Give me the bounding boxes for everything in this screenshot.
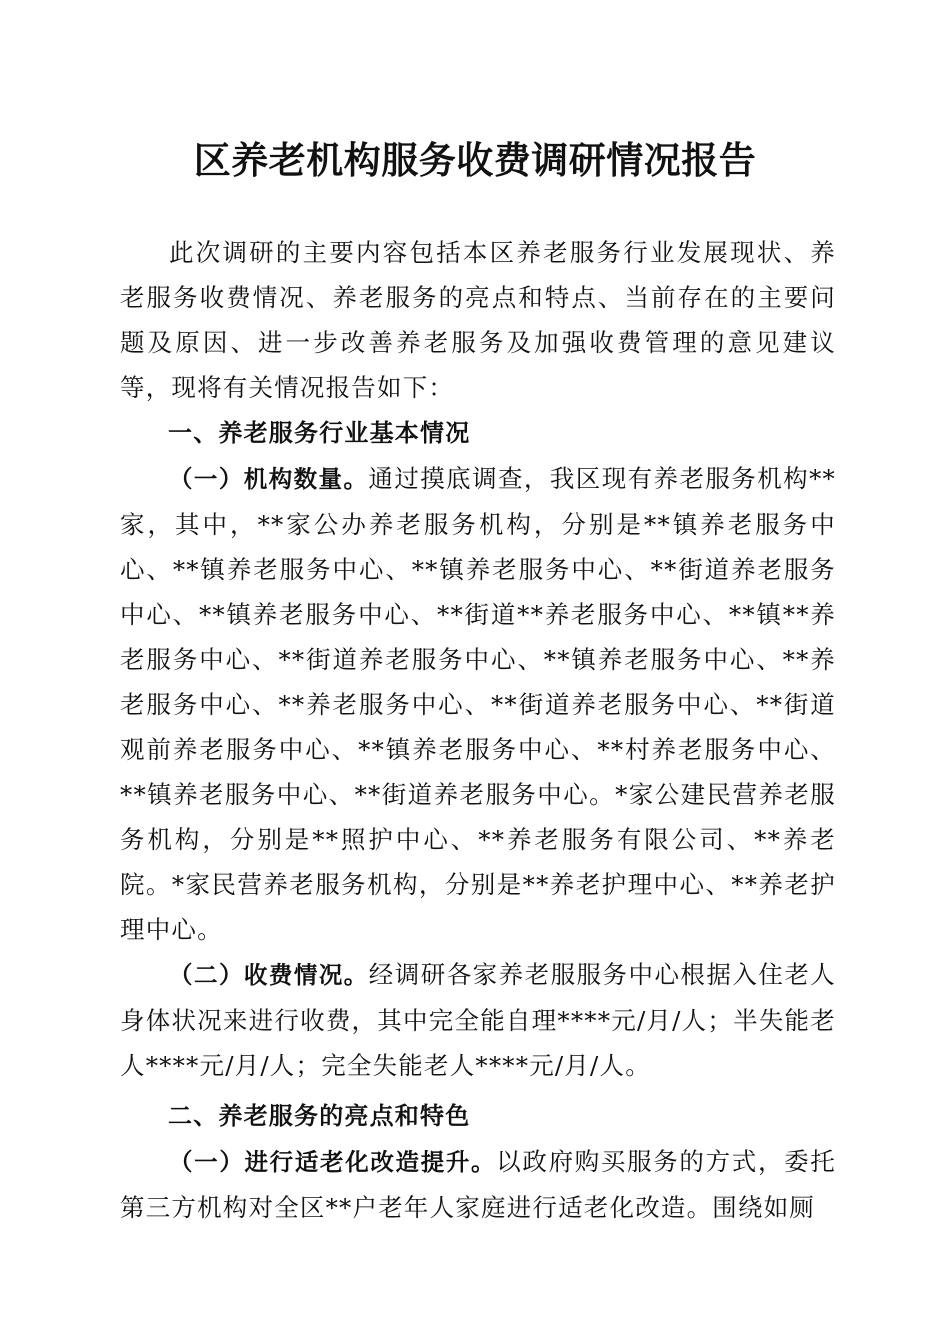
intro-paragraph: 此次调研的主要内容包括本区养老服务行业发展现状、养老服务收费情况、养老服务的亮点和特点、当前存在的主要问题及原因、进一步改善养老服务及加强收费管理的意见建议等，现将有关情况报告如下： xyxy=(120,238,836,402)
section-1-item-2-text: 经调研各家养老服服务中心根据入住老人身体状况来进行收费，其中完全能自理****元/月/人；半失能老人****元/月/人；完全失能老人****元/月/人。 xyxy=(120,960,836,1080)
section-1-heading: 一、养老服务行业基本情况 xyxy=(168,419,471,447)
document-body xyxy=(120,230,836,1230)
document-title: 区养老机构服务收费调研情况报告 xyxy=(193,138,757,182)
section-2-heading: 二、养老服务的亮点和特色 xyxy=(168,1102,471,1130)
section-1-item-1-text: 通过摸底调查，我区现有养老服务机构**家，其中，**家公办养老服务机构，分别是**镇养老服务中心、**镇养老服务中心、**镇养老服务中心、**街道养老服务中心、**镇养老服务中心、**街道**养老服务中心、**镇**养老服务中心、**街道养老服务中心、**镇养老服务中心、**养老服务中心、**养老服务中心、**街道养老服务中心、**街道观前养老服务中心、**镇养老服务中心、**村养老服务中心、**镇养老服务中心、**街道养老服务中心。*家公建民营养老服务机构，分别是**照护中心、**养老服务有限公司、**养老院。*家民营养老服务机构，分别是**养老护理中心、**养老护理中心。 xyxy=(120,464,836,944)
section-1-item-2-lead: （二）收费情况。 xyxy=(169,961,369,989)
section-1-item-1-paragraph xyxy=(120,456,836,952)
section-2-item-1-text: 以政府购买服务的方式，委托第三方机构对全区**户老年人家庭进行适老化改造。围绕如厕 xyxy=(120,1147,836,1222)
section-2-item-1-paragraph xyxy=(120,1139,836,1230)
section-2-item-1-lead: （一）进行适老化改造提升。 xyxy=(169,1148,497,1176)
section-1-item-1-lead: （一）机构数量。 xyxy=(169,465,369,493)
section-1-item-2-paragraph xyxy=(120,952,836,1088)
